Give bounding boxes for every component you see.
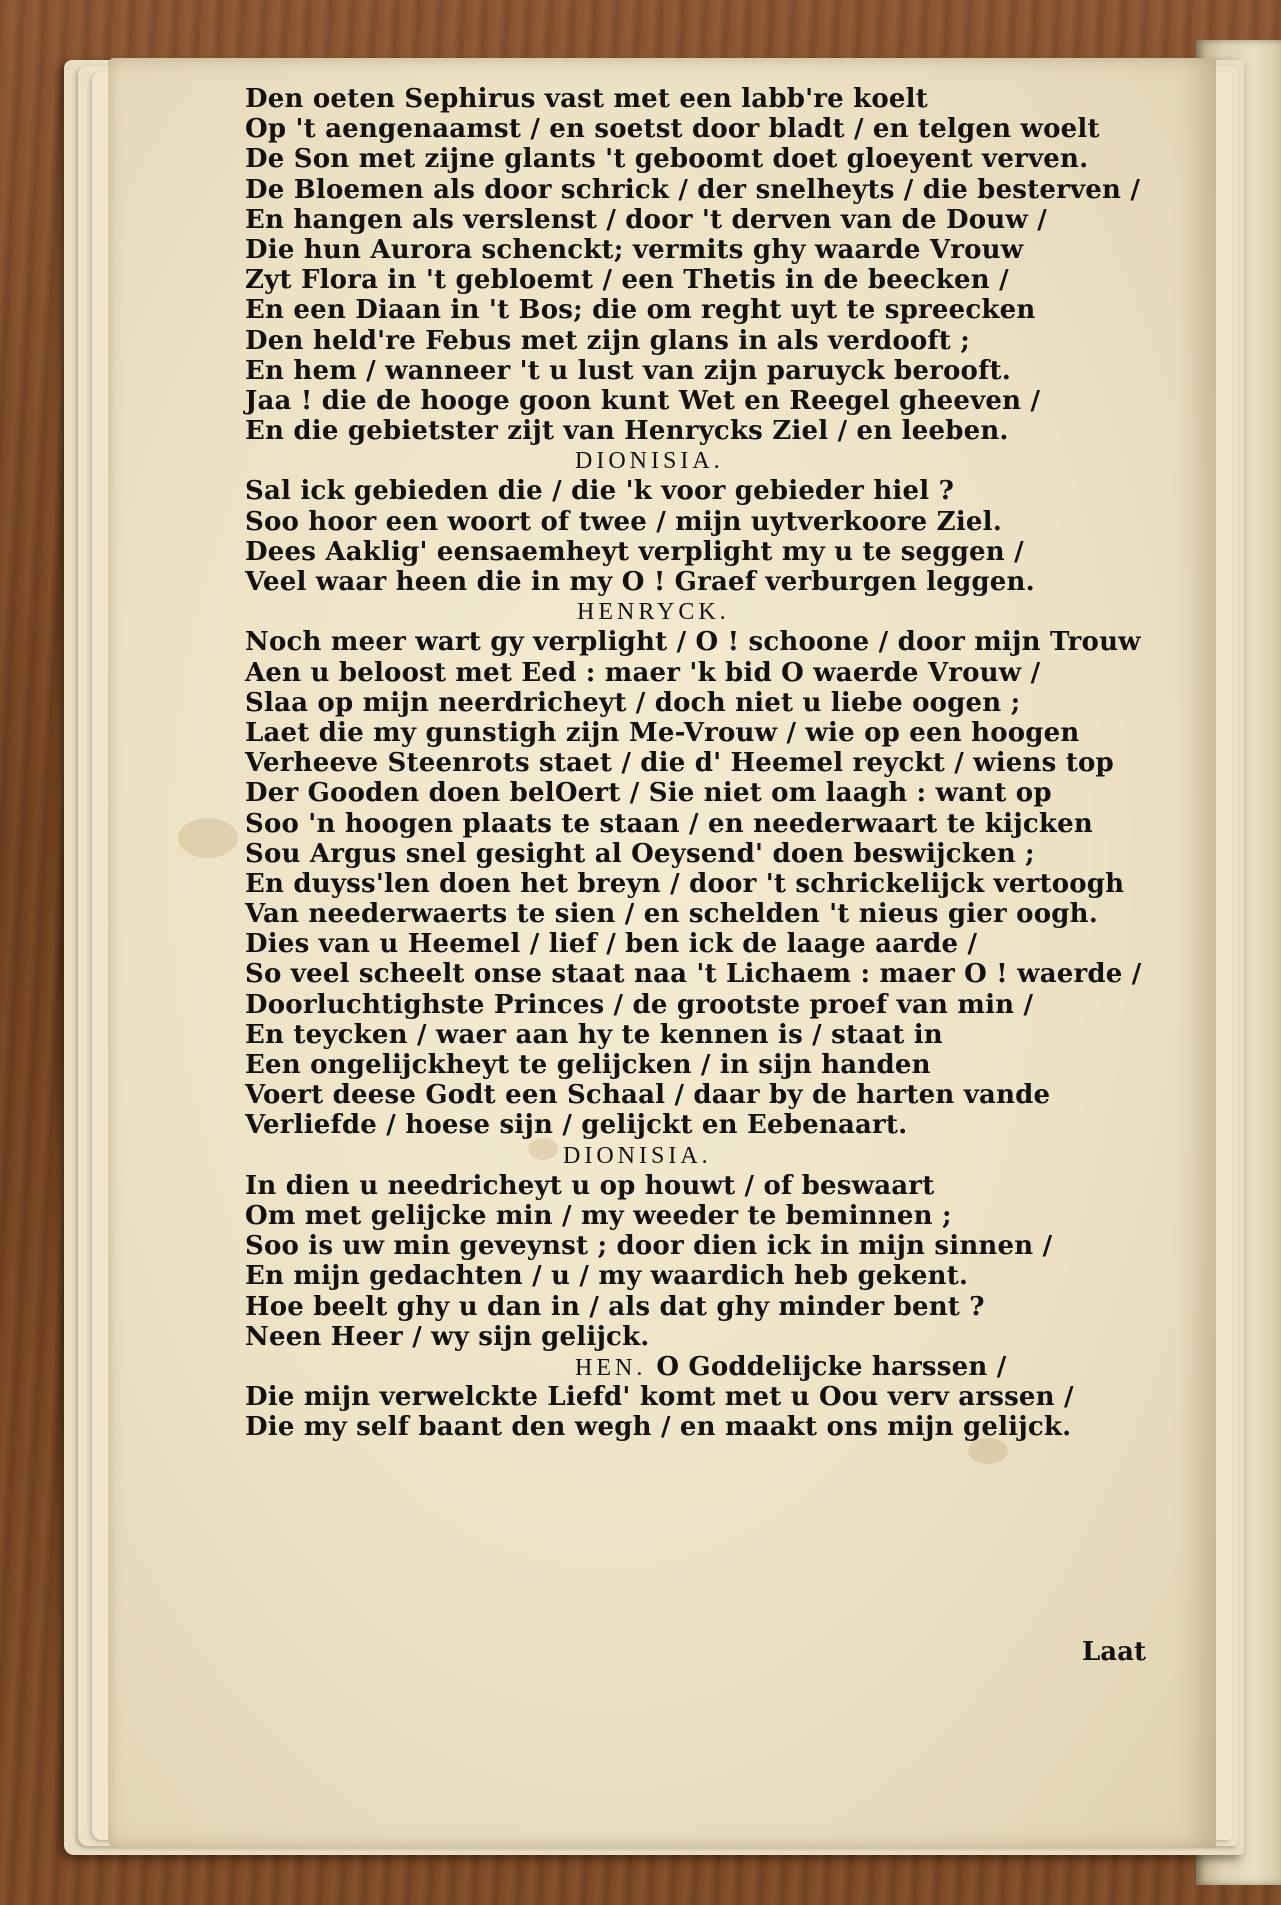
verse-line: Den oeten Sephirus vast met een labb're koelt	[245, 84, 928, 114]
verse-line: Om met gelijcke min / my weeder te beminnen ;	[245, 1200, 952, 1231]
verse-line: En mijn gedachten / u / my waardich heb gekent.	[245, 1261, 969, 1292]
verse-line: Doorluchtighste Princes / de grootste proef van min /	[245, 989, 1034, 1020]
verse-line: Dees Aaklig' eensaemheyt verplight my u te seggen /	[245, 536, 1024, 567]
verse-line: Die hun Aurora schenckt; vermits ghy waarde Vrouw	[245, 234, 1024, 265]
verse-line: Slaa op mijn neerdrichеyt / doch niet u liebe oogen ;	[245, 687, 1021, 718]
catchword: Laat	[1082, 1637, 1146, 1667]
verse-line: Van neederwaerts te sien / en schelden 't nieus gier oogh.	[245, 899, 1098, 930]
speaker-heading-hen: HEN.	[575, 1354, 647, 1381]
verse-line: En hem / wanneer 't u lust van zijn paruyck berooft.	[245, 355, 1011, 386]
verse-line: De Son met zijne glants 't geboomt doet gloeyent verven.	[245, 144, 1089, 175]
verse-line: Op 't aengenaamst / en soetst door bladt / en telgen woelt	[245, 114, 1100, 145]
verse-line: Sal ick gebieden die / die 'k voor gebieder hiel ?	[245, 476, 955, 507]
verse-line: Soo hoor een woort of twee / mijn uytverkoore Ziel.	[245, 506, 1003, 537]
verse-line: Dies van u Heemel / lief / ben ick de laage aarde /	[245, 929, 978, 960]
speaker-heading-dionisia: DIONISIA.	[563, 1142, 712, 1169]
verse-line: Jaa ! die de hooge goon kunt Wet en Reegel gheeven /	[245, 385, 1041, 416]
verse-text	[245, 84, 1185, 1442]
speaker-line-hen	[245, 1352, 1185, 1382]
verse-line: Verheeve Steenrots staet / die d' Heemel reyckt / wiens top	[245, 748, 1114, 779]
verse-line: En die gebietster zijt van Henrycks Ziel / en leeben.	[245, 416, 1009, 447]
verse-line: Der Gooden doen belOert / Sie niet om laagh : want op	[245, 778, 1052, 809]
verse-line: Hoe beelt ghy u dan in / als dat ghy minder bent ?	[245, 1291, 985, 1322]
speaker-heading-dionisia: DIONISIA.	[575, 448, 724, 475]
verse-line: En een Diaan in 't Bos; die om reght uyt te spreecken	[245, 295, 1036, 326]
verse-line: In dien u needrichеyt u op houwt / of beswaart	[245, 1170, 935, 1201]
verse-line: So veel scheelt onse staat naa 't Lichaem : maer O ! waerde /	[245, 959, 1142, 990]
verse-line: Neen Heer / wy sijn gelijck.	[245, 1321, 650, 1352]
verse-line: O Goddelijcke harssen /	[656, 1351, 1007, 1382]
verse-line: Voert deese Godt een Schaal / daar by de harten vande	[245, 1080, 1051, 1111]
verse-line: Aen u beloost met Eed : maer 'k bid O waerde Vrouw /	[245, 657, 1041, 688]
verse-line: Verliefde / hoese sijn / gelijckt en Eebenaart.	[245, 1110, 908, 1141]
verse-line: Noch meer wart gy verplight / O ! schoone / door mijn Trouw	[245, 627, 1141, 658]
verse-line: Laet die my gunstigh zijn Me-Vrouw / wie op een hoogen	[245, 717, 1080, 748]
verse-line: En duyss'len doen het breyn / door 't schrickelijck vertoogh	[245, 868, 1125, 899]
verse-line: Die mijn verwelckte Liefd' komt met u Oou verv arssen /	[245, 1382, 1074, 1413]
verse-line: En teycken / waer aan hy te kennen is / staat in	[245, 1019, 943, 1050]
verse-line: Soo 'n hoogen plaats te staan / en neederwaart te kijcken	[245, 808, 1093, 839]
verse-line: Veel waar heen die in my O ! Graef verburgen leggen.	[245, 567, 1035, 597]
verse-line: En hangen als verslenst / door 't derven van de Douw /	[245, 204, 1047, 235]
verse-line: De Bloemen als door schrick / der snelheyts / die besterven /	[245, 174, 1141, 205]
foxing-stain	[178, 818, 238, 858]
verse-line: Sou Argus snel gesight al Oeysend' doen beswijcken ;	[245, 838, 1035, 869]
verse-line: Zyt Flora in 't gebloemt / een Thetis in de beecken /	[245, 265, 1009, 296]
verse-line: Soo is uw min geveynst ; door dien ick in mijn sinnen /	[245, 1231, 1053, 1262]
speaker-heading-henryck: HENRYCK.	[577, 599, 730, 626]
verse-line: Den held're Febus met zijn glans in als verdooft ;	[245, 325, 971, 356]
verse-line: Die my self baant den wegh / en maakt ons mijn gelijck.	[245, 1412, 1072, 1443]
verse-line: Een ongelijckheyt te gelijcken / in sijn handen	[245, 1050, 931, 1080]
